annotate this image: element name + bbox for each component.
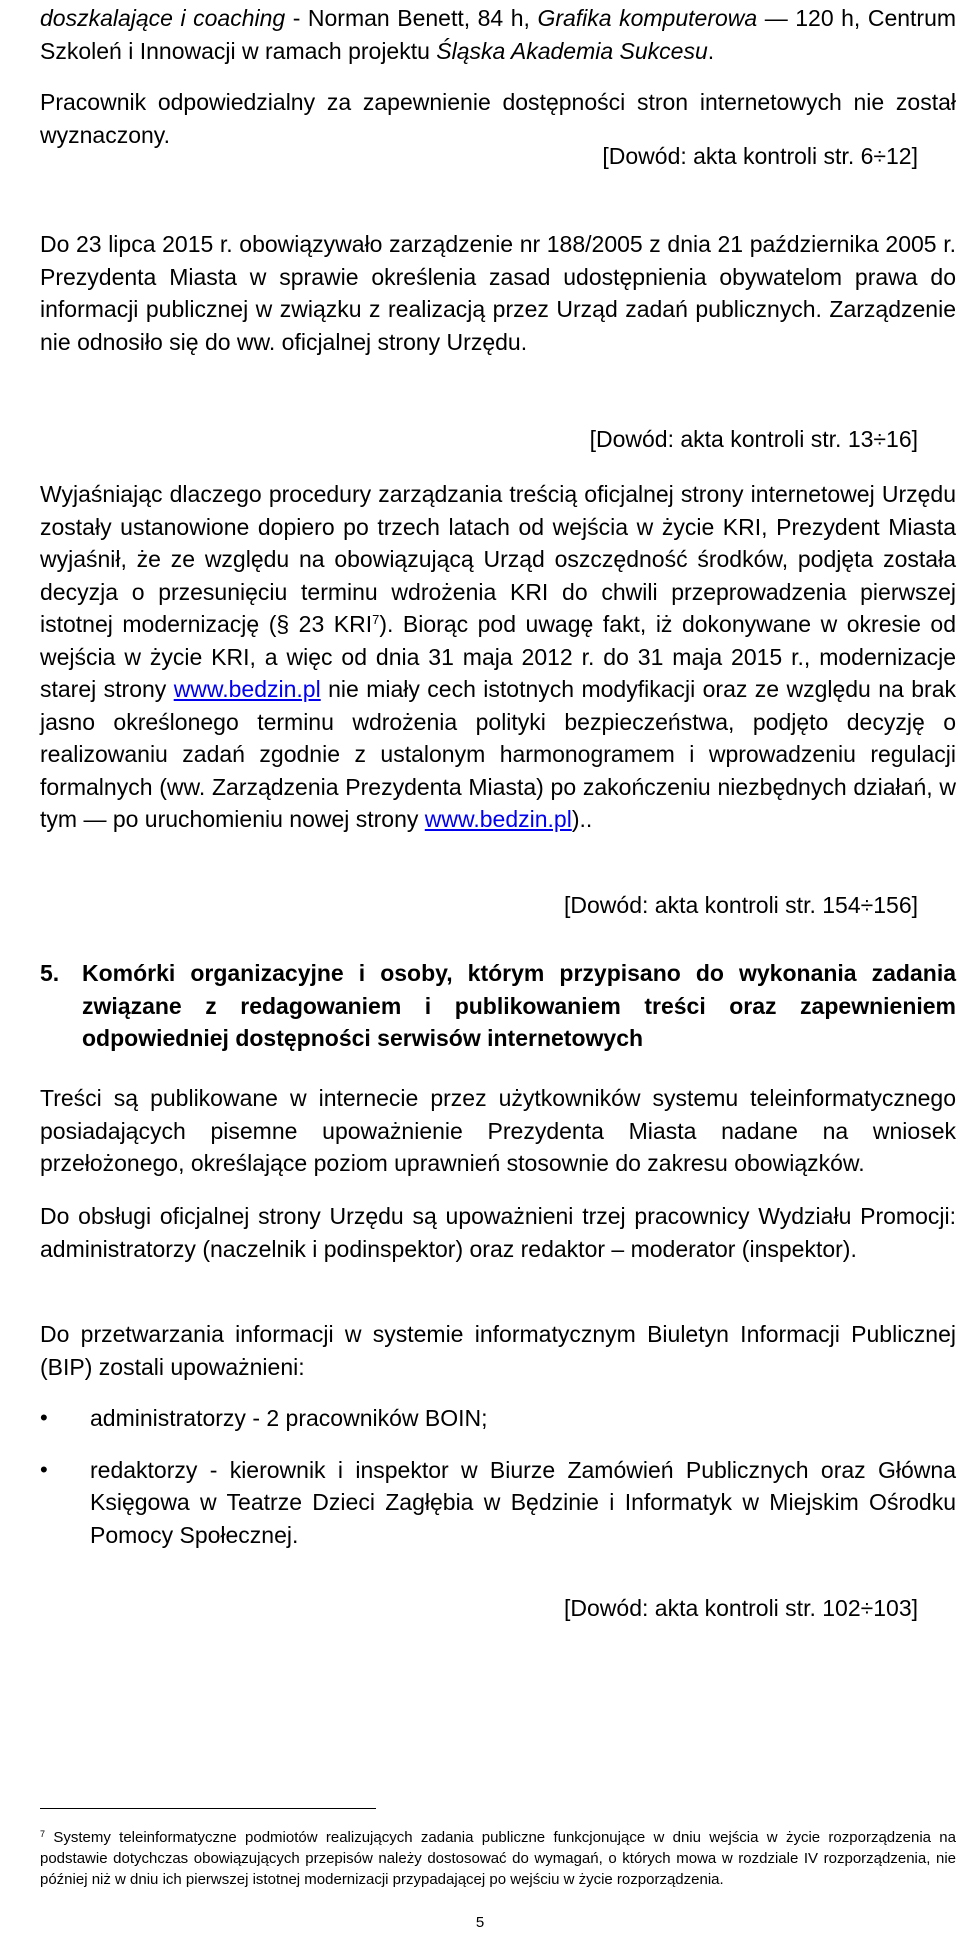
text-run: nie miały cech istotnych modyfikacji oraz ze względu na brak jasno określonego terminu wdrożenia polityki bezpieczeństwa, podjęto decyzję o realizowaniu zadań zgodnie z ustalonym harmonogramem i wprowadzeniu regulacji formalnych (ww. Zarządzenia Prezydenta Miasta) po zakończeniu niezbędnych działań, w tym — po uruchomieniu nowej strony — [40, 676, 956, 832]
evidence-reference-4 — [40, 1592, 956, 1625]
paragraph-bip — [40, 1318, 956, 1383]
bullet-icon: • — [40, 1405, 48, 1430]
paragraph-text: Do 23 lipca 2015 r. obowiązywało zarządzenie nr 188/2005 z dnia 21 października 2005 r. Prezydenta Miasta w sprawie określenia zasad udostępnienia obywatelom prawa do informacji publicznej w związku z realizacją przez Urząd zadań publicznych. Zarządzenie nie odnosiło się do ww. oficjalnej strony Urzędu. — [40, 231, 956, 355]
bullet-list — [40, 1402, 956, 1551]
website-link[interactable]: www.bedzin.pl — [173, 676, 321, 702]
paragraph-text — [40, 478, 956, 836]
evidence-reference: [Dowód: akta kontroli str. 154÷156] — [564, 892, 918, 918]
text-run: Wyjaśniając dlaczego procedury zarządzania treścią oficjalnej strony internetowej Urzędu zostały ustanowione dopiero po trzech latach od wejścia w życie KRI, Prezydent Miasta wyjaśnił, że ze względu na obowiązującą Urząd oszczędność środków, podjęta została decyzja o przesunięciu terminu wdrożenia KRI do chwili przeprowadzenia pierwszej istotnej modernizację (§ 23 KRI — [40, 481, 956, 637]
evidence-reference: [Dowód: akta kontroli str. 102÷103] — [564, 1595, 918, 1621]
footnote-separator — [40, 1808, 376, 1809]
list-item-text: administratorzy - 2 pracowników BOIN; — [90, 1405, 488, 1431]
paragraph-explanation — [40, 478, 956, 836]
footnote-number: 7 — [40, 1829, 46, 1839]
footnote — [40, 1827, 956, 1890]
text-run: ). Biorąc pod uwagę fakt, iż dokonywane w okresie od wejścia w życie KRI, a więc od dnia 31 maja 2012 r. do 31 maja 2015 r., modernizacje starej strony — [40, 611, 956, 702]
footnote-marker[interactable]: 7 — [372, 612, 380, 627]
list-item — [40, 1402, 956, 1435]
section-heading-row — [40, 957, 956, 1055]
paragraph-website-staff — [40, 1200, 956, 1265]
paragraph-text: Do obsługi oficjalnej strony Urzędu są upoważnieni trzej pracownicy Wydziału Promocji: administratorzy (naczelnik i podinspektor) oraz redaktor – moderator (inspektor). — [40, 1203, 956, 1262]
evidence-reference-3 — [40, 889, 956, 922]
footnote-text: Systemy teleinformatyczne podmiotów realizujących zadania publiczne funkcjonujące w dniu wejścia w życie rozporządzenia na podstawie dotychczas obowiązujących przepisów należy dostosować do wymagań, o których mowa w rozdziale IV rozporządzenia, nie później niż w dniu ich pierwszej istotnej modernizacji przypadającej po wejściu w życie rozporządzenia. — [40, 1829, 956, 1888]
paragraph-publishing — [40, 1082, 956, 1180]
evidence-reference-2 — [40, 423, 956, 456]
text-run: ).. — [571, 806, 593, 832]
section-heading — [40, 957, 956, 1055]
italic-text: doszkalające i coaching — [40, 5, 286, 31]
paragraph-text — [40, 2, 956, 67]
page-number: 5 — [475, 1914, 485, 1931]
website-link[interactable]: www.bedzin.pl — [424, 806, 572, 832]
paragraph-training — [40, 2, 956, 67]
paragraph-regulation — [40, 228, 956, 358]
italic-text: Śląska Akademia Sukcesu — [436, 37, 708, 64]
list-item-text: redaktorzy - kierownik i inspektor w Biurze Zamówień Publicznych oraz Główna Księgowa w Teatrze Dzieci Zagłębia w Będzinie i Informatyk w Miejskim Ośrodku Pomocy Społecznej. — [90, 1456, 956, 1548]
text-run: - Norman Benett, 84 h, — [285, 5, 538, 31]
evidence-reference: [Dowód: akta kontroli str. 13÷16] — [589, 426, 918, 452]
paragraph-text: Treści są publikowane w internecie przez użytkowników systemu teleinformatycznego posiadających pisemne upoważnienie Prezydenta Miasta nadane na wniosek przełożonego, określające poziom uprawnień stosownie do zakresu obowiązków. — [40, 1085, 956, 1176]
paragraph-text: Do przetwarzania informacji w systemie informatycznym Biuletyn Informacji Publicznej (BIP) zostali upoważnieni: — [40, 1321, 956, 1380]
text-run: — 120 h, Centrum Szkoleń i Innowacji w ramach projektu — [40, 5, 957, 64]
section-title: Komórki organizacyjne i osoby, którym przypisano do wykonania zadania związane z redagowaniem i publikowaniem treści oraz zapewnieniem odpowiedniej dostępności serwisów internetowych — [82, 960, 956, 1051]
italic-text: Grafika komputerowa — [537, 5, 758, 31]
text-run: . — [707, 37, 715, 64]
paragraph-text: Pracownik odpowiedzialny za zapewnienie dostępności stron internetowych nie został wyznaczony. — [40, 89, 956, 148]
list-item — [40, 1454, 956, 1552]
evidence-reference: [Dowód: akta kontroli str. 6÷12] — [602, 143, 918, 169]
section-number: 5. — [40, 960, 60, 986]
authorized-list — [40, 1402, 956, 1551]
evidence-reference-1 — [40, 140, 956, 173]
bullet-icon: • — [40, 1456, 48, 1482]
